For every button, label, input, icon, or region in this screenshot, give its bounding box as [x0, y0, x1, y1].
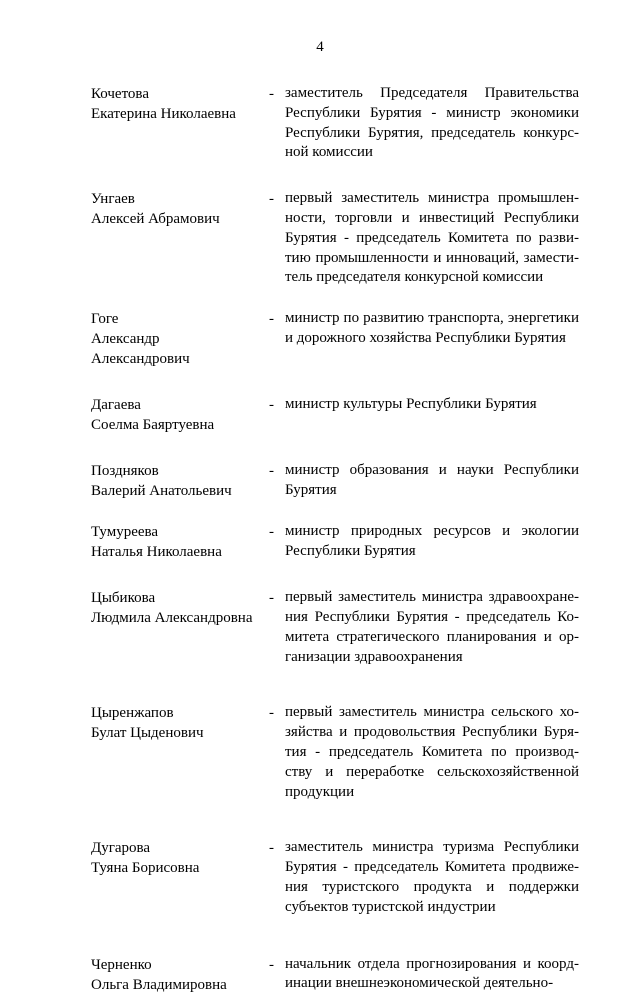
member-entry: [91, 838, 583, 917]
member-position-line: Республики Бурятия, председатель конкурс-: [285, 124, 579, 141]
member-name-line: Екатерина Николаевна: [91, 106, 236, 122]
member-position-line: продукции: [285, 783, 355, 800]
commission-members-list: [91, 84, 583, 995]
member-name: [91, 955, 269, 995]
member-name-line: Гоге: [91, 311, 119, 328]
entry-dash: -: [269, 524, 274, 541]
member-name: [91, 461, 269, 501]
member-position: [285, 838, 579, 917]
member-position-line: ной комиссии: [285, 144, 373, 161]
member-position: [285, 955, 579, 995]
member-position-line: Республики Бурятия: [285, 542, 416, 559]
member-position-line: зяйства и продовольствия Республики Буря-: [285, 724, 579, 741]
member-name-line: Булат Цыденович: [91, 725, 204, 742]
member-position-line: ния туристского продукта и поддержки: [285, 878, 579, 895]
member-name-line: Тумуреева: [91, 524, 159, 541]
member-name: [91, 395, 269, 435]
member-name-line: Александрович: [91, 351, 190, 368]
member-entry: [91, 461, 583, 501]
entry-dash: -: [269, 705, 274, 722]
member-position-line: субъектов туристской индустрии: [285, 898, 496, 915]
member-name-line: Туяна Борисовна: [91, 860, 200, 877]
member-position-line: первый заместитель министра сельского хо-: [285, 704, 579, 721]
member-position-line: ганизации здравоохранения: [285, 648, 463, 665]
member-entry: [91, 395, 583, 435]
entry-dash: -: [269, 840, 274, 857]
member-entry: [91, 84, 583, 163]
member-name-line: Черненко: [91, 956, 152, 973]
member-name-line: Ольга Владимировна: [91, 976, 227, 993]
member-position-line: ству и переработке сельскохозяйственной: [285, 763, 579, 780]
member-name: [91, 309, 269, 369]
member-position-line: начальник отдела прогнозирования и коорд-: [285, 955, 579, 972]
member-position-line: Республики Бурятия - министр экономики: [285, 104, 579, 121]
member-name-line: Валерий Анатольевич: [91, 483, 232, 500]
member-name: [91, 703, 269, 743]
member-position-line: инации внешнеэкономической деятельно-: [285, 975, 554, 992]
member-position-line: заместитель Председателя Правительства: [285, 85, 579, 101]
entry-dash: -: [269, 311, 274, 328]
member-name-line: Цыбикова: [91, 590, 156, 607]
entry-dash: -: [269, 191, 274, 208]
member-name: [91, 522, 269, 562]
member-position-line: ности, торговли и инвестиций Республики: [285, 209, 579, 226]
member-position-line: министр по развитию транспорта, энергетики: [285, 310, 579, 327]
member-name-line: Унгаев: [91, 191, 135, 208]
member-position-line: Бурятия: [285, 481, 337, 498]
entry-dash: -: [269, 590, 274, 607]
member-name: [91, 84, 269, 124]
member-entry: [91, 522, 583, 562]
member-name-line: Цыренжапов: [91, 705, 174, 722]
member-entry: [91, 588, 583, 667]
member-position: [285, 309, 579, 349]
member-position-line: министр образования и науки Республики: [285, 462, 579, 479]
member-position-line: и дорожного хозяйства Республики Бурятия: [285, 329, 566, 346]
member-name-line: Дагаева: [91, 397, 141, 414]
member-position-line: министр природных ресурсов и экологии: [285, 523, 579, 540]
member-position-line: митета стратегического планирования и ор-: [285, 628, 579, 645]
member-position-line: Бурятия - председатель Комитета по разви-: [285, 229, 579, 246]
member-name-line: Александр: [91, 331, 160, 348]
member-position: [285, 703, 579, 802]
member-position-line: первый заместитель министра здравоохране-: [285, 589, 579, 606]
member-entry: [91, 309, 583, 369]
entry-dash: -: [269, 397, 274, 414]
member-entry: [91, 189, 583, 288]
member-name-line: Дугарова: [91, 840, 151, 857]
member-position: [285, 84, 579, 163]
member-position-line: тель председателя конкурсной комиссии: [285, 269, 544, 286]
member-position-line: тию промышленности и инноваций, замести-: [285, 249, 579, 266]
member-name-line: Людмила Александровна: [91, 610, 253, 627]
member-entry: [91, 703, 583, 802]
member-position: [285, 395, 579, 415]
member-entry: [91, 955, 583, 995]
member-position-line: тия - председатель Комитета по производ-: [285, 743, 579, 760]
member-position: [285, 461, 579, 501]
member-name-line: Кочетова: [91, 86, 149, 102]
member-position-line: министр культуры Республики Бурятия: [285, 396, 537, 413]
entry-dash: -: [269, 86, 274, 102]
member-position: [285, 522, 579, 562]
member-position: [285, 588, 579, 667]
member-name-line: Поздняков: [91, 463, 159, 480]
member-position: [285, 189, 579, 288]
page-number: 4: [316, 39, 324, 55]
member-name: [91, 838, 269, 878]
member-name-line: Наталья Николаевна: [91, 544, 222, 561]
member-name-line: Соелма Баяртуевна: [91, 417, 215, 434]
member-position-line: ния Республики Бурятия - председатель Ко-: [285, 608, 579, 625]
member-position-line: первый заместитель министра промышлен-: [285, 190, 579, 207]
member-position-line: Бурятия - председатель Комитета продвиже-: [285, 859, 579, 876]
entry-dash: -: [269, 463, 274, 480]
entry-dash: -: [269, 956, 274, 973]
member-name-line: Алексей Абрамович: [91, 211, 220, 228]
member-position-line: заместитель министра туризма Республики: [285, 839, 579, 856]
member-name: [91, 588, 269, 628]
member-name: [91, 189, 269, 229]
